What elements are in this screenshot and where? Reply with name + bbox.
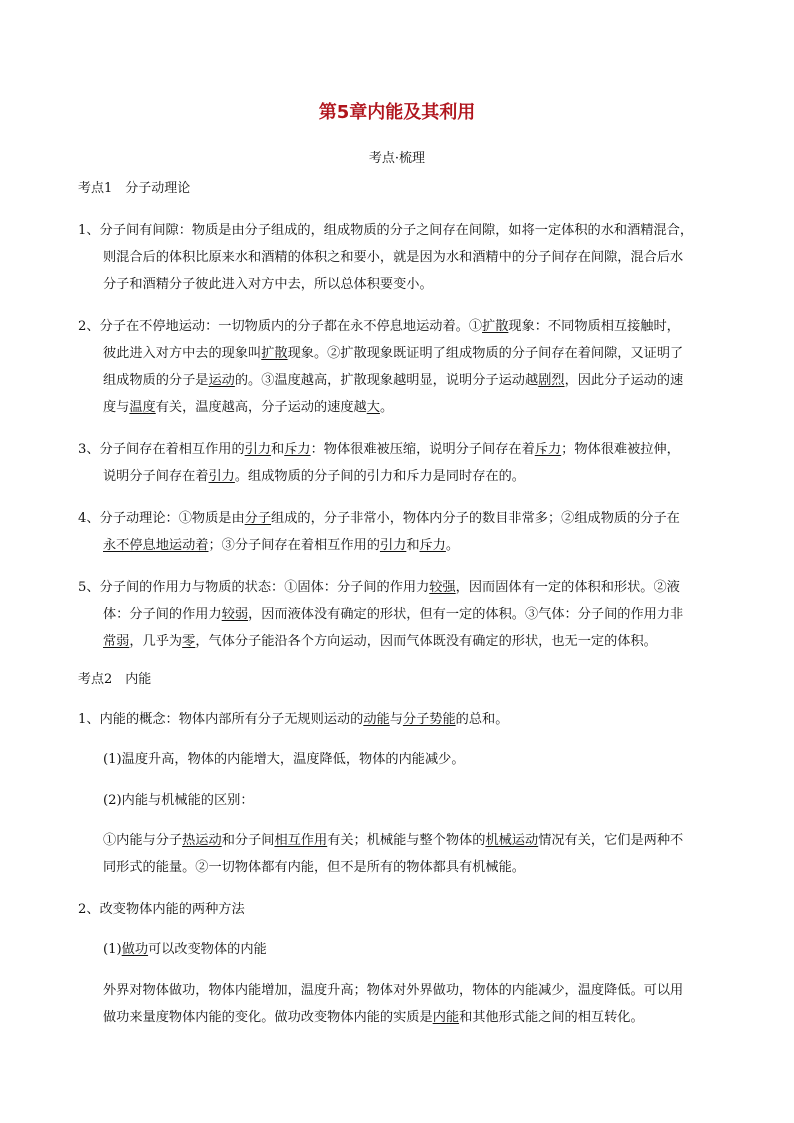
page-subtitle: 考点·梳理 bbox=[368, 151, 426, 166]
text-run: 2、分子在不停地运动：一切物质内的分子都在永不停息地运动着。① bbox=[78, 319, 483, 334]
underlined-term: 剧烈 bbox=[538, 373, 565, 388]
text-run: 组成的，分子非常小，物体内分子的数目非常多；②组成物质的分子在 bbox=[271, 511, 680, 526]
text-run: 。组成物质的分子间的引力和斥力是同时存在的。 bbox=[234, 469, 525, 484]
text-run: 有关；机械能与整个物体的 bbox=[327, 833, 486, 848]
text-run: (1) bbox=[103, 942, 122, 957]
text-run: 的总和。 bbox=[455, 712, 509, 727]
underlined-term: 较弱 bbox=[221, 607, 249, 622]
page-title: 第5章内能及其利用 bbox=[318, 102, 476, 123]
text-run: 有关，温度越高，分子运动的速度越 bbox=[155, 400, 367, 415]
text-run: 和分子间 bbox=[221, 833, 275, 848]
underlined-term: 引力 bbox=[379, 538, 407, 553]
paragraph-line bbox=[103, 606, 683, 624]
text-run: 现象。②扩散现象既证明了组成物质的分子间存在着间隙，又证明了 bbox=[287, 346, 684, 361]
paragraph-line: (2)内能与机械能的区别： bbox=[103, 793, 254, 808]
text-run: ；物体很难被拉伸， bbox=[561, 442, 680, 457]
underlined-term: 斥力 bbox=[534, 442, 562, 457]
paragraph-line bbox=[78, 318, 680, 336]
section-heading-1: 考点1 分子动理论 bbox=[78, 181, 191, 196]
text-run: ，因此分子运动的速 bbox=[564, 373, 684, 388]
text-run: 4、分子动理论：①物质是由 bbox=[78, 511, 245, 526]
underlined-term: 机械运动 bbox=[485, 833, 539, 848]
underlined-term: 永不停息地运动着 bbox=[103, 538, 209, 553]
underlined-term: 扩散 bbox=[482, 319, 509, 334]
text-run: 。 bbox=[445, 538, 460, 553]
text-run: 现象：不同物质相互接触时， bbox=[508, 319, 680, 334]
underlined-term: 分子势能 bbox=[402, 712, 456, 727]
paragraph-line bbox=[103, 633, 657, 651]
paragraph-line bbox=[103, 399, 393, 417]
underlined-term: 斥力 bbox=[284, 442, 311, 457]
paragraph-line: 同形式的能量。②一切物体都有内能，但不是所有的物体都具有机械能。 bbox=[103, 860, 525, 875]
underlined-term: 引力 bbox=[244, 442, 272, 457]
text-run: 和 bbox=[406, 538, 420, 553]
paragraph-line bbox=[103, 468, 525, 486]
underlined-term: 大 bbox=[366, 400, 380, 415]
text-run: 体：分子间的作用力 bbox=[103, 607, 222, 622]
paragraph-line: 则混合后的体积比原来水和酒精的体积之和要小，就是因为水和酒精中的分子间存在间隙，混合后水 bbox=[103, 250, 684, 265]
text-run: 彼此进入对方中去的现象叫 bbox=[103, 346, 262, 361]
text-run: ，气体分子能沿各个方向运动，因而气体既没有确定的形状，也无一定的体积。 bbox=[195, 634, 657, 649]
text-run: ，因而液体没有确定的形状，但有一定的体积。③气体：分子间的作用力非 bbox=[248, 607, 684, 622]
text-run: 说明分子间存在着 bbox=[103, 469, 209, 484]
text-run: ；③分子间存在着相互作用的 bbox=[208, 538, 380, 553]
paragraph-line: 1、分子间有间隙：物质是由分子组成的，组成物质的分子之间存在间隙，如将一定体积的水和酒精混合， bbox=[78, 223, 694, 238]
underlined-term: 相互作用 bbox=[274, 833, 328, 848]
paragraph-line: 2、改变物体内能的两种方法 bbox=[78, 902, 245, 917]
paragraph-line bbox=[103, 832, 683, 850]
paragraph-line bbox=[78, 579, 680, 597]
text-run: 和其他形式能之间的相互转化。 bbox=[459, 1010, 644, 1025]
text-run: ，因而固体有一定的体积和形状。②液 bbox=[455, 580, 680, 595]
underlined-term: 动能 bbox=[363, 712, 390, 727]
text-run: 度与 bbox=[103, 400, 130, 415]
underlined-term: 内能 bbox=[432, 1010, 460, 1025]
underlined-term: 引力 bbox=[208, 469, 235, 484]
paragraph-line bbox=[103, 1009, 644, 1027]
text-run: ①内能与分子 bbox=[103, 833, 183, 848]
text-run: 。 bbox=[379, 400, 394, 415]
paragraph-line: (1)温度升高，物体的内能增大，温度降低，物体的内能减少。 bbox=[103, 752, 465, 767]
section-heading-2: 考点2 内能 bbox=[78, 672, 152, 687]
underlined-term: 运动 bbox=[208, 373, 235, 388]
text-run: 的。③温度越高，扩散现象越明显，说明分子运动越 bbox=[234, 373, 539, 388]
text-run: ，几乎为 bbox=[129, 634, 183, 649]
text-run: 5、分子间的作用力与物质的状态：①固体：分子间的作用力 bbox=[78, 580, 430, 595]
paragraph-line bbox=[78, 510, 680, 528]
text-run: 1、内能的概念：物体内部所有分子无规则运动的 bbox=[78, 712, 364, 727]
text-run: 和 bbox=[271, 442, 285, 457]
paragraph-line bbox=[78, 441, 680, 459]
text-run: ：物体很难被压缩，说明分子间存在着 bbox=[310, 442, 535, 457]
underlined-term: 做功 bbox=[121, 942, 149, 957]
paragraph-line: 外界对物体做功，物体内能增加，温度升高；物体对外界做功，物体的内能减少，温度降低。可以用 bbox=[103, 983, 684, 998]
underlined-term: 温度 bbox=[129, 400, 156, 415]
paragraph-line bbox=[103, 372, 683, 390]
paragraph-line bbox=[103, 537, 459, 555]
text-run: 与 bbox=[389, 712, 403, 727]
underlined-term: 零 bbox=[182, 634, 196, 649]
text-run: 3、分子间存在着相互作用的 bbox=[78, 442, 245, 457]
underlined-term: 斥力 bbox=[419, 538, 446, 553]
underlined-term: 分子 bbox=[244, 511, 272, 526]
text-run: 做功来量度物体内能的变化。做功改变物体内能的实质是 bbox=[103, 1010, 433, 1025]
underlined-term: 常弱 bbox=[103, 634, 130, 649]
paragraph-line bbox=[103, 345, 683, 363]
text-run: 组成物质的分子是 bbox=[103, 373, 209, 388]
paragraph-line bbox=[78, 711, 508, 729]
underlined-term: 扩散 bbox=[261, 346, 288, 361]
paragraph-line bbox=[103, 941, 267, 959]
paragraph-line: 分子和酒精分子彼此进入对方中去，所以总体积要变小。 bbox=[103, 277, 433, 292]
underlined-term: 热运动 bbox=[182, 833, 222, 848]
underlined-term: 较强 bbox=[429, 580, 456, 595]
text-run: 可以改变物体的内能 bbox=[148, 942, 267, 957]
text-run: 情况有关，它们是两种不 bbox=[538, 833, 684, 848]
